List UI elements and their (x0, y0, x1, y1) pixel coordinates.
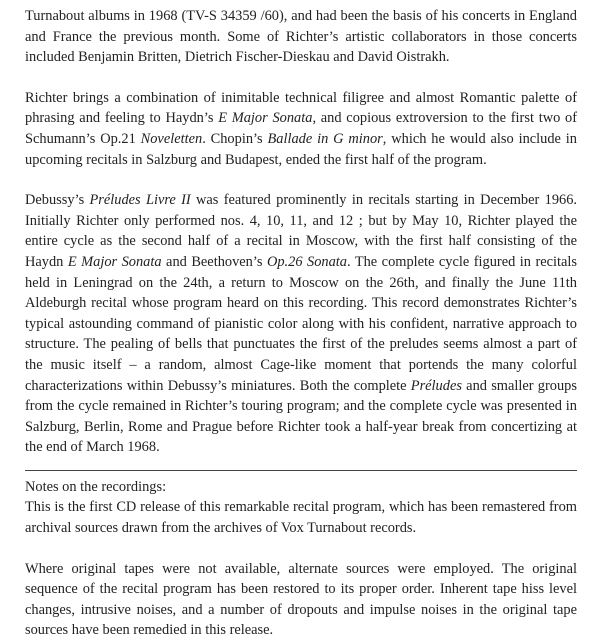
paragraph-debussy-preludes (25, 190, 577, 458)
work-title-noveletten: Noveletten (140, 130, 203, 147)
paragraph-text: , which he would also include in upcoming recitals in Salzburg and Budapest, ended the first half of the program. (25, 130, 577, 168)
paragraph-turnabout-albums (25, 6, 577, 68)
paragraph-text: . The complete cycle figured in recitals held in Leningrad on the 24th, a return to Moscow on the 26th, and finally the June 11th Aldeburgh recital whose program heard on this recording. This record demonstrates Richter’s typical astounding command of pianistic color along with his confident, narrative approach to structure. The pealing of bells that punctuates the first of the preludes seems almost a part of the music itself – a random, almost Cage-like moment that portends the many colorful characterizations within Debussy’s miniatures. Both the complete (25, 253, 578, 394)
paragraph-richter-haydn-schumann (25, 88, 577, 170)
notes-heading: Notes on the recordings: (25, 478, 167, 495)
work-title-preludes-livre-ii: Préludes Livre II (89, 192, 191, 209)
paragraph-spacer (25, 539, 577, 559)
paragraph-text: . Chopin’s (202, 130, 268, 147)
paragraph-text: Debussy’s (25, 192, 90, 209)
work-title-e-major-sonata: E Major Sonata (218, 110, 313, 127)
paragraph-alternate-sources: Where original tapes were not available, alternate sources were employed. The original sequence of the recital program has been restored to its proper order. Inherent tape hiss level changes, intrusive noises, and a number of dropouts and impulse noises in the original tape sources have been remedied in this release. (25, 560, 577, 639)
paragraph-text: Turnabout albums in 1968 (TV-S 34359 /60), and had been the basis of his concerts in England and France the previous month. Some of Richter’s artistic collaborators in those concerts included Benjamin Britten, Dietrich Fischer-Dieskau and David Oistrakh. (25, 8, 577, 66)
paragraph-text: , and copious extroversion to the first two of Schumann’s Op.21 (25, 110, 578, 147)
paragraph-first-cd-release: This is the first CD release of this remarkable recital program, which has been remastered from archival sources drawn from the archives of Vox Turnabout records. (25, 499, 577, 537)
work-title-e-major-sonata: E Major Sonata (67, 253, 162, 270)
paragraph-text: and Beethoven’s (161, 253, 267, 270)
work-title-ballade-g-minor: Ballade in G minor (267, 130, 383, 147)
work-title-op26-sonata: Op.26 Sonata (266, 253, 347, 270)
paragraph-text: Richter brings a combination of inimitable technical filigree and almost Romantic palette of phrasing and feeling to Haydn’s (25, 89, 577, 127)
section-divider (25, 470, 577, 471)
paragraph-text: and smaller groups from the cycle remained in Richter’s touring program; and the complete cycle was presented in Salzburg, Berlin, Rome and Prague before Richter took a half-year break from concertizing at the end of March 1968. (25, 377, 577, 456)
paragraph-text: was featured prominently in recitals starting in December 1966. Initially Richter only performed nos. 4, 10, 11, and 12 ; but by May 10, Richter played the entire cycle as the second half of a recital in Moscow, with the first half consisting of the Haydn (25, 192, 578, 270)
liner-notes-page (25, 6, 577, 641)
paragraph-spacer (25, 68, 577, 88)
paragraph-spacer (25, 170, 577, 190)
work-title-preludes: Préludes (410, 377, 462, 394)
